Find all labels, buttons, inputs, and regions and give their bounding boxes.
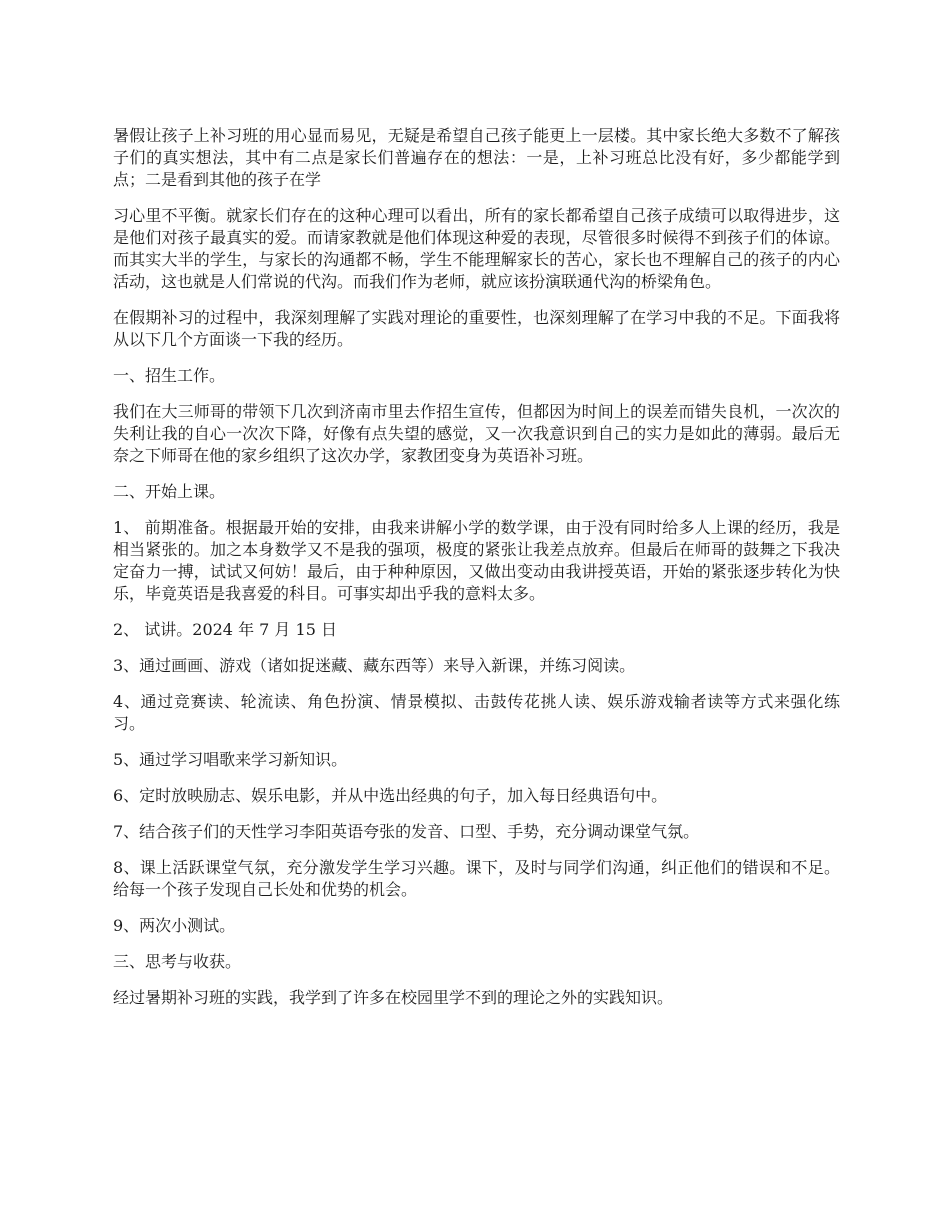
list-item-classroom-atmosphere: 8、课上活跃课堂气氛，充分激发学生学习兴趣。课下，及时与同学们沟通，纠正他们的错误和不足。给每一个孩子发现自己长处和优势的机会。	[113, 858, 840, 899]
list-item-crazy-english: 7、结合孩子们的天性学习李阳英语夸张的发音、口型、手势，充分调动课堂气氛。	[113, 822, 700, 841]
section-heading-recruitment: 一、招生工作。	[113, 366, 226, 385]
list-item-reading-practice: 4、通过竞赛读、轮流读、角色扮演、情景模拟、击鼓传花挑人读、娱乐游戏输者读等方式来强化练习。	[113, 692, 840, 733]
section-heading-reflection: 三、思考与收获。	[113, 952, 242, 971]
list-item-tests: 9、两次小测试。	[113, 916, 236, 935]
paragraph-overview: 在假期补习的过程中，我深刻理解了实践对理论的重要性，也深刻理解了在学习中我的不足。下面我将从以下几个方面谈一下我的经历。	[113, 308, 840, 349]
paragraph-conclusion: 经过暑期补习班的实践，我学到了许多在校园里学不到的理论之外的实践知识。	[113, 988, 674, 1007]
list-item-movies: 6、定时放映励志、娱乐电影，并从中选出经典的句子，加入每日经典语句中。	[113, 786, 668, 805]
paragraph-recruitment: 我们在大三师哥的带领下几次到济南市里去作招生宣传，但都因为时间上的误差而错失良机，一次次的失利让我的自心一次次下降，好像有点失望的感觉，又一次我意识到自己的实力是如此的薄弱。最后无奈之下师哥在他的家乡组织了这次办学，家教团变身为英语补习班。	[113, 402, 840, 465]
list-item-preparation: 1、 前期准备。根据最开始的安排，由我来讲解小学的数学课，由于没有同时给多人上课的经历，我是相当紧张的。加之本身数学又不是我的强项，极度的紧张让我差点放弃。但最后在师哥的鼓舞之下我决定奋力一搏，试试又何妨！最后，由于种种原因，又做出变动由我讲授英语，开始的紧张逐步转化为快乐，毕竟英语是我喜爱的科目。可事实却出乎我的意料太多。	[113, 518, 840, 603]
list-item-drawing-games: 3、通过画画、游戏（诸如捉迷藏、藏东西等）来导入新课，并练习阅读。	[113, 656, 636, 675]
paragraph-parents-mindset: 习心里不平衡。就家长们存在的这种心理可以看出，所有的家长都希望自己孩子成绩可以取得进步，这是他们对孩子最真实的爱。而请家教就是他们体现这种爱的表现，尽管很多时候得不到孩子们的体谅。而其实大半的学生，与家长的沟通都不畅，学生不能理解家长的苦心，家长也不理解自己的孩子的内心活动，这也就是人们常说的代沟。而我们作为老师，就应该扮演联通代沟的桥梁角色。	[113, 206, 840, 291]
list-item-trial-lecture: 2、 试讲。2024 年 7 月 15 日	[113, 620, 337, 639]
paragraph-intro: 暑假让孩子上补习班的用心显而易见，无疑是希望自己孩子能更上一层楼。其中家长绝大多数不了解孩子们的真实想法，其中有二点是家长们普遍存在的想法：一是，上补习班总比没有好，多少都能学到点；二是看到其他的孩子在学	[113, 126, 840, 189]
document-body	[113, 125, 840, 1023]
section-heading-classes: 二、开始上课。	[113, 482, 226, 501]
list-item-singing: 5、通过学习唱歌来学习新知识。	[113, 750, 348, 769]
